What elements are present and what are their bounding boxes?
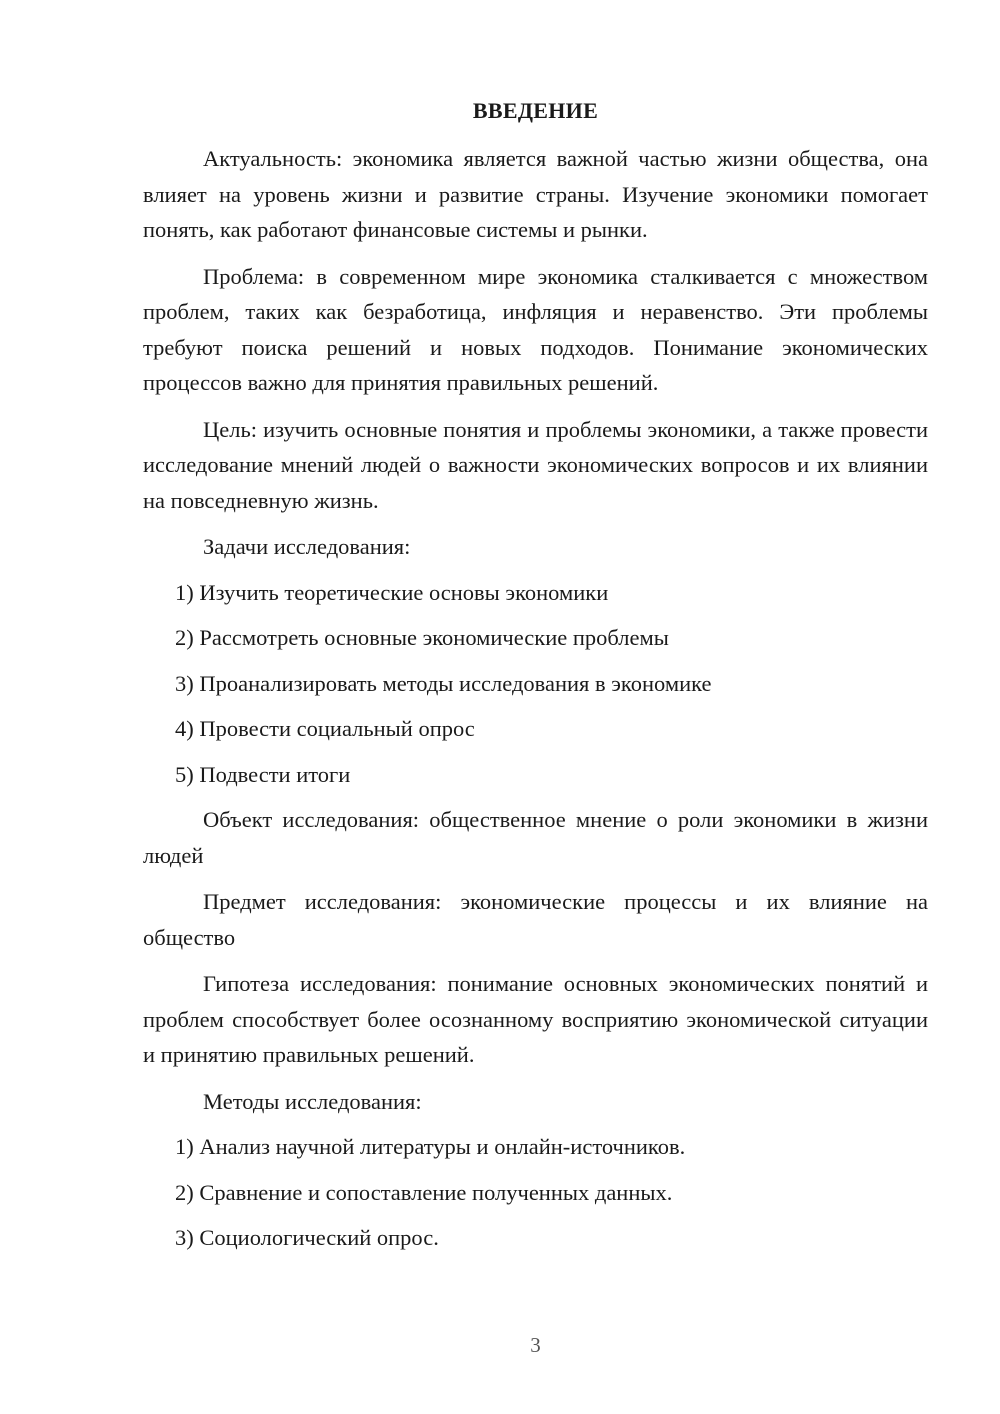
task-item: 3) Проанализировать методы исследования в экономике [175,670,712,696]
tasks-list [143,575,928,793]
tasks-label: Задачи исследования: [203,534,411,559]
methods-label: Методы исследования: [203,1088,422,1114]
methods-list [143,1129,928,1256]
page-title: ВВЕДЕНИЕ [472,98,599,123]
document-page [143,0,928,1414]
method-item: 2) Сравнение и сопоставление полученных данных. [175,1179,673,1205]
task-item: 1) Изучить теоретические основы экономики [175,579,609,605]
hypothesis-paragraph: Гипотеза исследования: понимание основных экономических понятий и проблем способствует более осознанному восприятию экономической ситуации и принятию правильных решений. [143,971,928,1067]
page-number: 3 [530,1333,541,1357]
page-content [143,141,928,1266]
task-item: 2) Рассмотреть основные экономические проблемы [175,625,669,650]
method-item: 3) Социологический опрос. [175,1225,439,1250]
problem-paragraph: Проблема: в современном мире экономика сталкивается с множеством проблем, таких как безработица, инфляция и неравенство. Эти проблемы требуют поиска решений и новых подходов. Понимание экономических процессов важно для принятия правильных решений. [143,263,928,395]
method-item: 1) Анализ научной литературы и онлайн-источников. [175,1134,686,1159]
task-item: 4) Провести социальный опрос [175,716,475,741]
subject-paragraph: Предмет исследования: экономические процессы и их влияние на общество [143,889,928,950]
relevance-paragraph: Актуальность: экономика является важной частью жизни общества, она влияет на уровень жизни и развитие страны. Изучение экономики помогает понять, как работают финансовые системы и рынки. [143,146,928,242]
object-paragraph: Объект исследования: общественное мнение о роли экономики в жизни людей [143,807,928,868]
task-item: 5) Подвести итоги [175,761,351,787]
goal-paragraph: Цель: изучить основные понятия и проблемы экономики, а также провести исследование мнений людей о важности экономических вопросов и их влиянии на повседневную жизнь. [143,416,928,513]
